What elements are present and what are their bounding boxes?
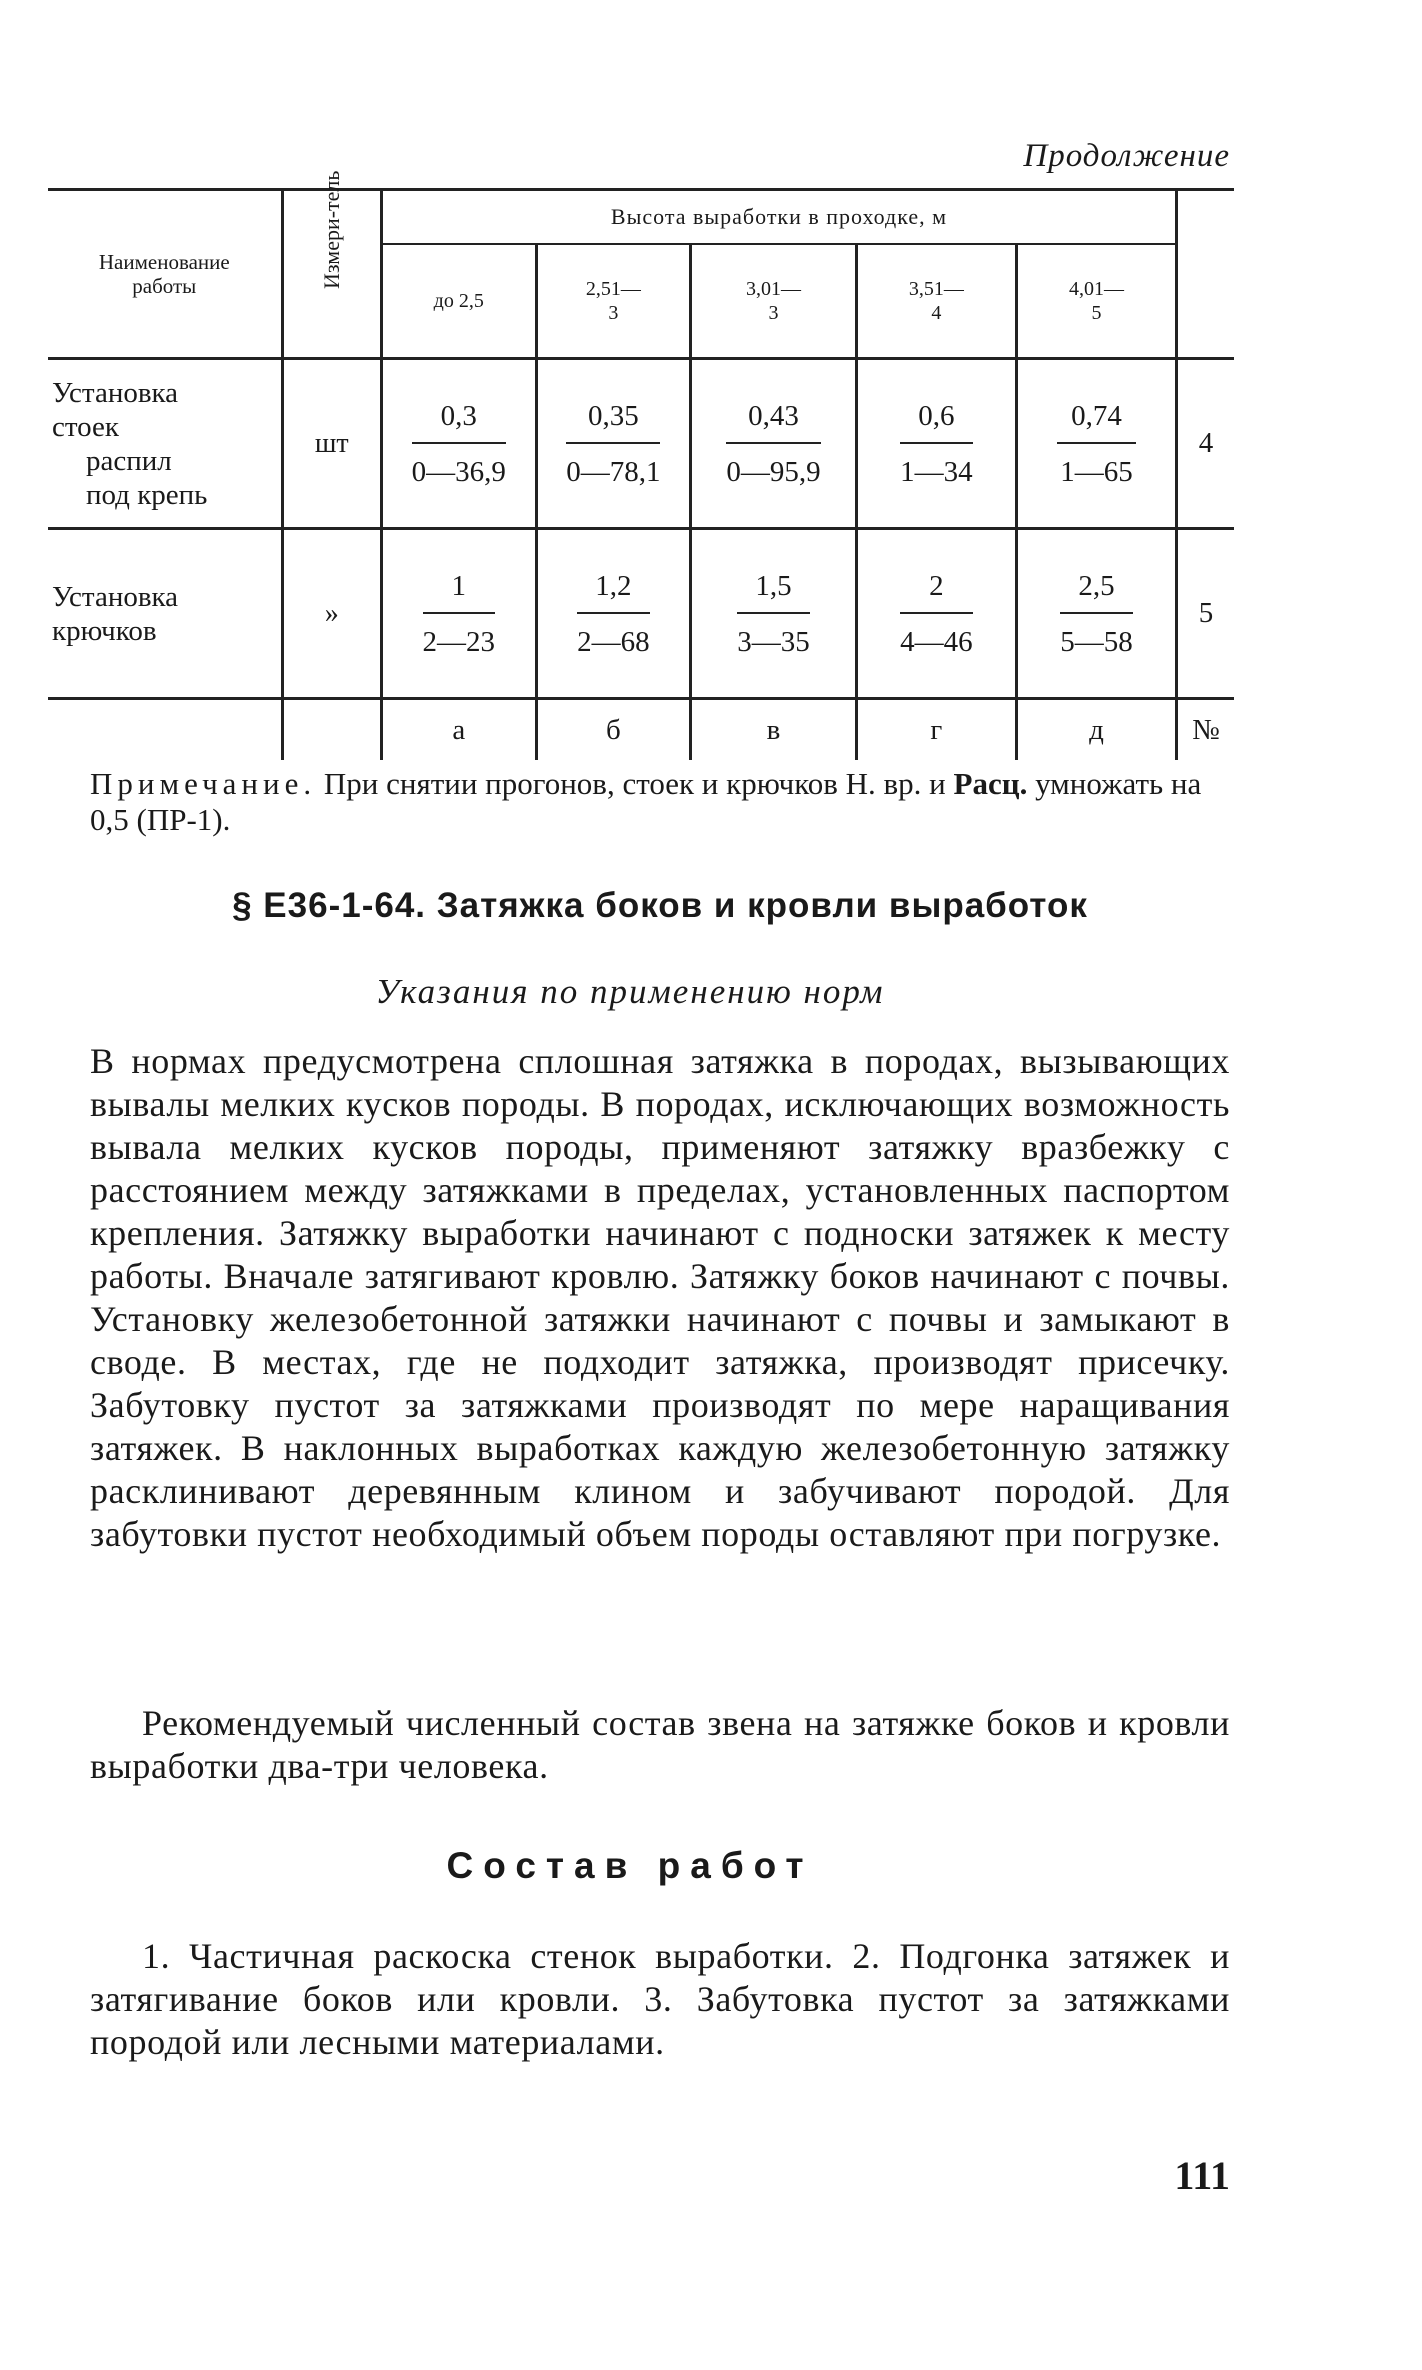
note-bold-text: Расц. (953, 766, 1028, 801)
range-header (536, 244, 691, 359)
work-name-line: распил (86, 444, 172, 477)
unit-cell: шт (282, 359, 381, 529)
time-norm: 0,6 (900, 396, 973, 444)
time-norm: 2,5 (1060, 566, 1133, 614)
instructions-paragraph: В нормах предусмотрена сплошная затяжка в породах, вызывающих вывалы мелких кусков породы. В породах, исключающих возможность вывала мелких кусков породы, применяют затяжку вразбежку с расстоянием между затяжками в пределах, установленных паспортом крепления. Затяжку выработки начинают с подноски затяжек к месту работы. Вначале затягивают кровлю. Затяжку боков начинают с почвы. Установку железобетонной затяжки начинают с почвы и замыкают в своде. В местах, где не подходит затяжка, производят присечку. Забутовку пустот за затяжками производят по мере наращивания затяжек. В наклонных выработках каждую железобетонную затяжку расклинивают деревянным клином и забучивают породой. Для забутовки пустот необходимый объем породы оставляют при погрузке. (90, 1041, 1230, 1554)
rate-value: 0—36,9 (411, 455, 506, 488)
time-norm: 1,5 (737, 566, 810, 614)
section-subtitle: Указания по применению норм (375, 972, 885, 1011)
table-note (90, 766, 1230, 838)
range-header (691, 244, 857, 359)
page-number: 111 (1174, 2153, 1230, 2198)
range-line: 3,01— (745, 278, 801, 300)
works-paragraph: 1. Частичная раскоска стенок выработки. 2. Подгонка затяжек и затягивание боков или кровли. 3. Забутовка пустот за затяжками породой или лесными материалами. (90, 1936, 1230, 2062)
table-row (48, 359, 1234, 529)
range-line: 3,51— (908, 278, 964, 300)
letter-cell-empty (282, 699, 381, 761)
unit-cell: » (282, 529, 381, 699)
time-norm: 0,35 (566, 396, 660, 444)
column-letter: а (381, 699, 536, 761)
range-line: до 2,5 (433, 290, 484, 312)
norm-cell (536, 359, 691, 529)
work-name-header (48, 190, 282, 359)
column-letter: в (691, 699, 857, 761)
time-norm: 0,74 (1057, 396, 1136, 444)
height-group-header: Высота выработки в проходке, м (381, 190, 1176, 245)
range-header (1016, 244, 1176, 359)
norm-cell (536, 529, 691, 699)
crew-paragraph: Рекомендуемый численный состав звена на затяжке боков и кровли выработки два-три человека. (90, 1703, 1230, 1786)
note-label: Примечание. (90, 766, 317, 801)
norm-cell (1016, 529, 1176, 699)
range-line: 5 (1091, 302, 1102, 324)
unit-header-text: Измери-тель (318, 170, 344, 289)
time-norm: 1,2 (577, 566, 650, 614)
rate-value: 5—58 (1060, 625, 1133, 658)
time-norm: 2 (900, 566, 973, 614)
row-number: 5 (1177, 529, 1234, 699)
norm-cell (856, 529, 1016, 699)
rate-value: 1—65 (1060, 455, 1133, 488)
unit-header (282, 170, 381, 359)
range-line: 4 (931, 302, 942, 324)
work-name-line: под крепь (86, 478, 208, 511)
letter-cell-empty (48, 699, 282, 761)
rate-value: 2—23 (422, 625, 496, 658)
works-title: Состав работ (446, 1845, 814, 1886)
range-header (381, 244, 536, 359)
note-text-end: умножать на 0,5 (ПР-1). (90, 766, 1202, 837)
rate-value: 2—68 (577, 625, 650, 658)
continuation-label: Продолжение (1023, 138, 1230, 174)
norm-cell (691, 359, 857, 529)
work-name-header-line: работы (132, 274, 197, 298)
work-name-cell (48, 359, 282, 529)
time-norm: 1 (423, 566, 496, 614)
range-line: 3 (608, 302, 619, 324)
rate-value: 0—78,1 (566, 455, 661, 488)
range-line: 4,01— (1068, 278, 1124, 300)
norm-cell (381, 359, 536, 529)
note-text: При снятии прогонов, стоек и крючков Н. вр. и (316, 766, 954, 801)
rate-value: 0—95,9 (726, 455, 821, 488)
table-header-row (48, 190, 1234, 245)
rate-value: 4—46 (900, 625, 973, 658)
norm-cell (691, 529, 857, 699)
time-norm: 0,3 (412, 396, 506, 444)
section-title: § Е36-1-64. Затяжка боков и кровли выработок (232, 886, 1088, 925)
work-name-line: Установка (52, 376, 179, 409)
rate-value: 3—35 (737, 625, 810, 658)
column-letters-row (48, 699, 1234, 761)
time-norm: 0,43 (726, 396, 820, 444)
column-letter: д (1016, 699, 1176, 761)
range-line: 2,51— (585, 278, 641, 300)
work-name-line: стоек (52, 410, 119, 443)
range-header (856, 244, 1016, 359)
range-line: 3 (768, 302, 779, 324)
norms-table (48, 170, 1234, 760)
work-name-header-line: Наименование (98, 250, 230, 274)
work-name-line: Установка (52, 580, 179, 613)
rate-value: 1—34 (900, 455, 973, 488)
work-name-cell (48, 529, 282, 699)
row-number: 4 (1177, 359, 1234, 529)
norm-cell (381, 529, 536, 699)
number-sign: № (1177, 699, 1234, 761)
table-row (48, 529, 1234, 699)
work-name-line: крючков (52, 614, 157, 647)
column-letter: г (856, 699, 1016, 761)
number-header-empty (1177, 190, 1234, 359)
column-letter: б (536, 699, 691, 761)
norm-cell (856, 359, 1016, 529)
norm-cell (1016, 359, 1176, 529)
